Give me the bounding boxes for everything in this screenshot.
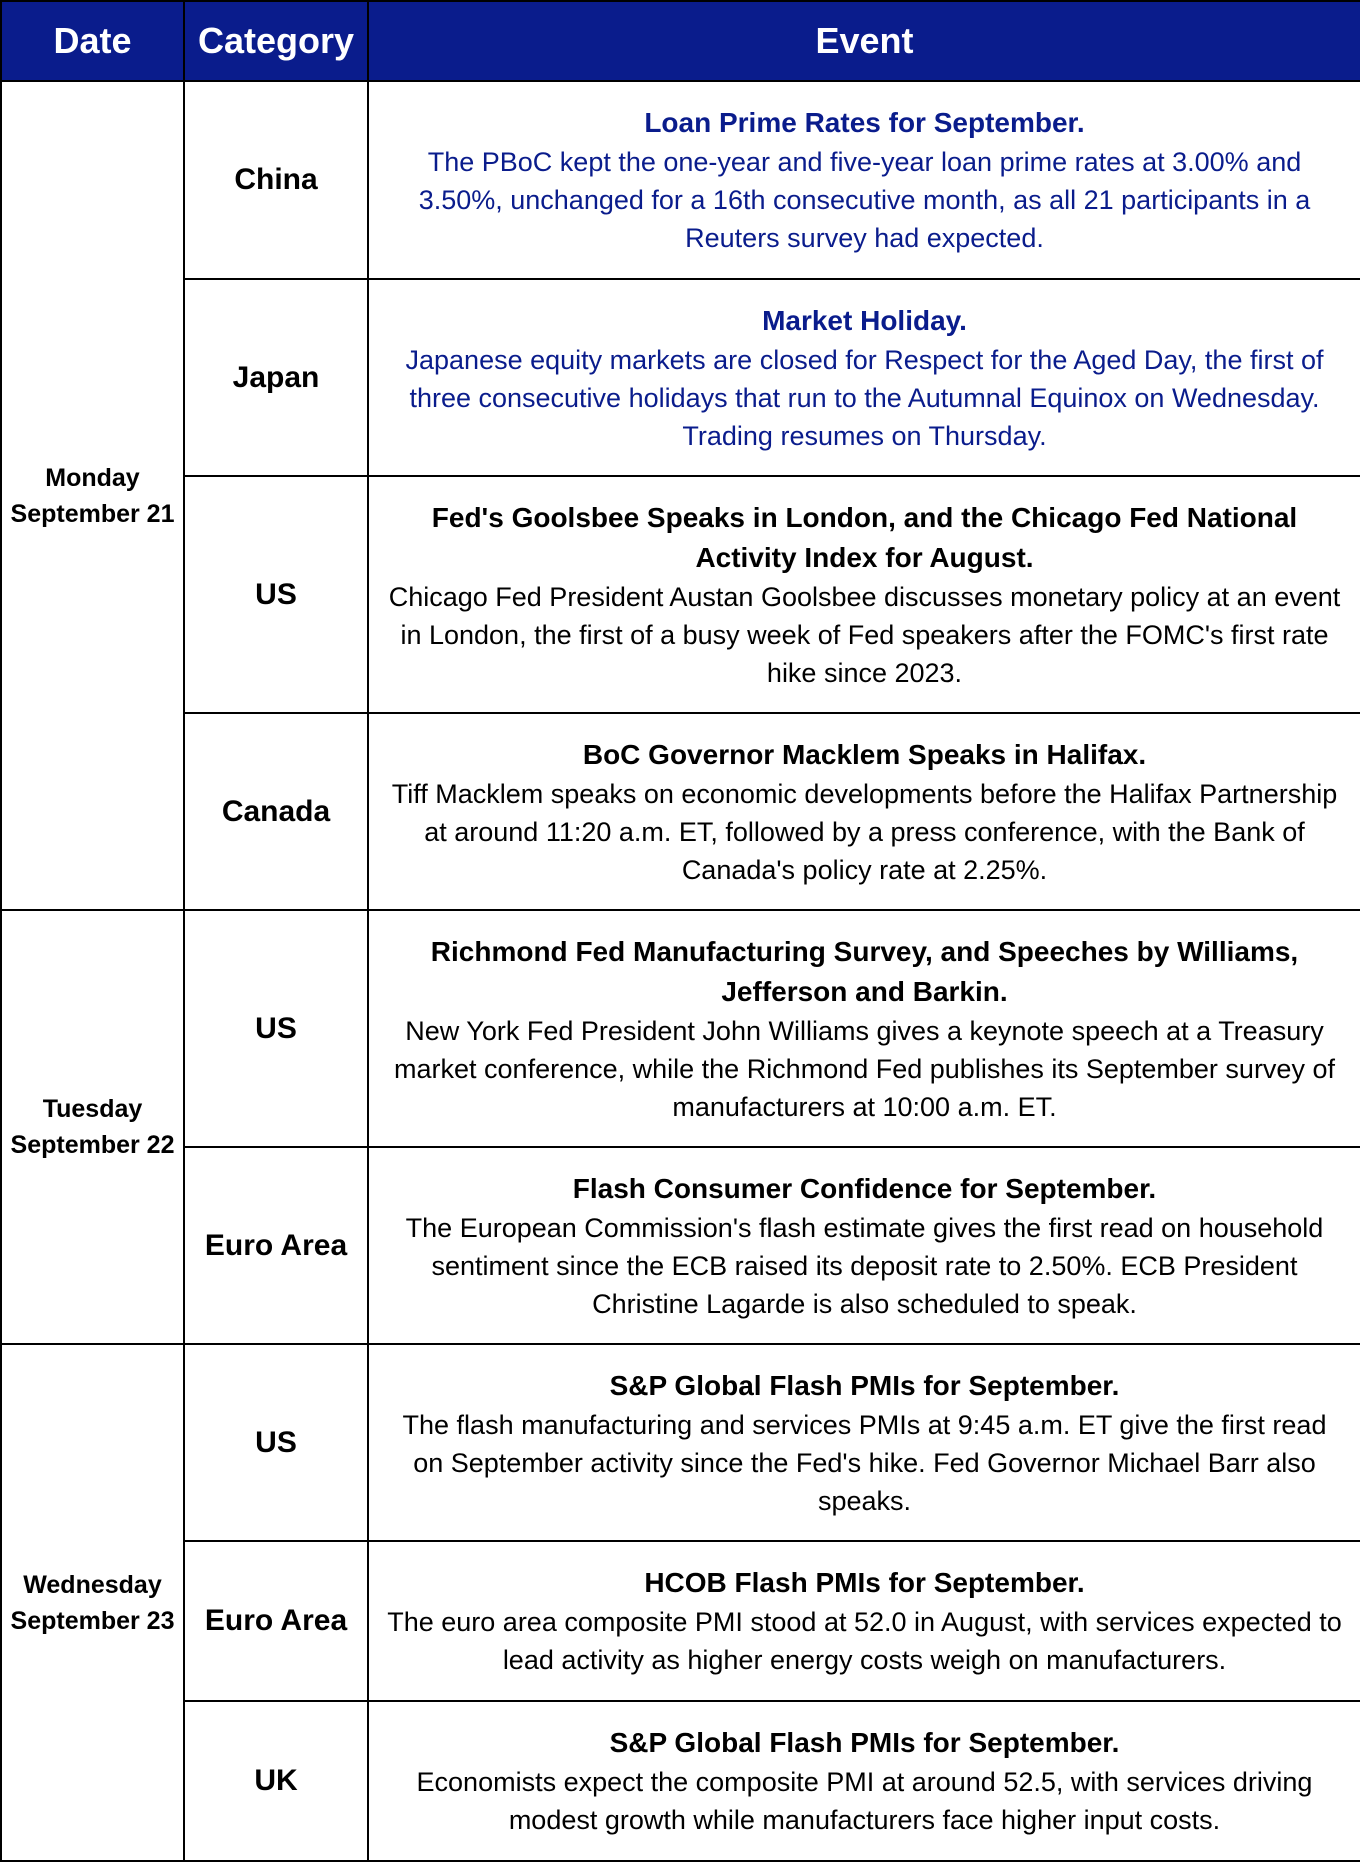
category-cell: China <box>184 81 368 279</box>
category-cell: UK <box>184 1701 368 1861</box>
event-description: The European Commission's flash estimate gives the first read on household sentiment since the ECB raised its deposit rate to 2.50%. ECB President Christine Lagarde is also scheduled to speak. <box>405 1212 1324 1319</box>
date-label: September 22 <box>10 1131 175 1159</box>
date-cell-wednesday <box>1 1344 184 1861</box>
event-description: The flash manufacturing and services PMIs at 9:45 a.m. ET give the first read on September activity since the Fed's hike. Fed Governor Michael Barr also speaks. <box>402 1409 1327 1516</box>
table-row <box>1 713 1360 910</box>
column-header-date: Date <box>1 1 184 81</box>
event-title: Fed's Goolsbee Speaks in London, and the Chicago Fed National Activity Index for August. <box>431 501 1298 573</box>
event-title: S&P Global Flash PMIs for September. <box>609 1727 1120 1758</box>
category-cell: Euro Area <box>184 1147 368 1344</box>
category-cell: Japan <box>184 279 368 476</box>
event-title: HCOB Flash PMIs for September. <box>644 1567 1085 1598</box>
event-description: New York Fed President John Williams gives a keynote speech at a Treasury market conference, while the Richmond Fed publishes its September survey of manufacturers at 10:00 a.m. ET. <box>394 1015 1335 1122</box>
date-cell-monday <box>1 81 184 910</box>
category-cell: US <box>184 1344 368 1541</box>
table-row <box>1 476 1360 713</box>
date-cell-tuesday <box>1 910 184 1344</box>
table-row <box>1 910 1360 1147</box>
event-description: Chicago Fed President Austan Goolsbee discusses monetary policy at an event in London, the first of a busy week of Fed speakers after the FOMC's first rate hike since 2023. <box>388 581 1341 688</box>
table-row <box>1 1344 1360 1541</box>
column-header-event: Event <box>368 1 1360 81</box>
category-cell: Canada <box>184 713 368 910</box>
table-row <box>1 1541 1360 1701</box>
event-cell <box>368 1344 1360 1541</box>
category-cell: Euro Area <box>184 1541 368 1701</box>
weekday-label: Tuesday <box>42 1095 143 1123</box>
event-cell <box>368 1147 1360 1344</box>
date-label: September 21 <box>10 499 175 528</box>
event-description: The euro area composite PMI stood at 52.0 in August, with services expected to lead activity as higher energy costs weigh on manufacturers. <box>387 1607 1342 1675</box>
event-description: The PBoC kept the one-year and five-year loan prime rates at 3.00% and 3.50%, unchanged for a 16th consecutive month, as all 21 participants in a Reuters survey had expected. <box>418 147 1311 253</box>
event-description: Economists expect the composite PMI at around 52.5, with services driving modest growth while manufacturers face higher input costs. <box>416 1767 1313 1835</box>
event-cell <box>368 910 1360 1147</box>
category-cell: US <box>184 476 368 713</box>
event-description: Tiff Macklem speaks on economic developments before the Halifax Partnership at around 11:20 a.m. ET, followed by a press conference, with the Bank of Canada's policy rate at 2.25%. <box>391 778 1338 885</box>
event-description: Japanese equity markets are closed for Respect for the Aged Day, the first of three consecutive holidays that run to the Autumnal Equinox on Wednesday. Trading resumes on Thursday. <box>405 344 1324 451</box>
event-title: Flash Consumer Confidence for September. <box>572 1172 1157 1204</box>
table-row <box>1 279 1360 476</box>
event-title: Market Holiday. <box>762 304 967 336</box>
table-row <box>1 1147 1360 1344</box>
event-title: S&P Global Flash PMIs for September. <box>609 1369 1120 1401</box>
event-title: Loan Prime Rates for September. <box>644 107 1085 138</box>
weekday-label: Wednesday <box>23 1570 162 1599</box>
event-cell <box>368 279 1360 476</box>
date-label: September 23 <box>10 1606 175 1635</box>
column-header-category: Category <box>184 1 368 81</box>
weekday-label: Monday <box>45 463 140 492</box>
event-title: Richmond Fed Manufacturing Survey, and Speeches by Williams, Jefferson and Barkin. <box>430 935 1299 1007</box>
category-cell: US <box>184 910 368 1147</box>
event-cell <box>368 81 1360 279</box>
header-row <box>1 1 1360 81</box>
table-row <box>1 1701 1360 1861</box>
table-row <box>1 81 1360 279</box>
event-cell <box>368 1541 1360 1701</box>
event-cell <box>368 476 1360 713</box>
event-cell <box>368 713 1360 910</box>
event-cell <box>368 1701 1360 1861</box>
event-title: BoC Governor Macklem Speaks in Halifax. <box>582 738 1147 770</box>
